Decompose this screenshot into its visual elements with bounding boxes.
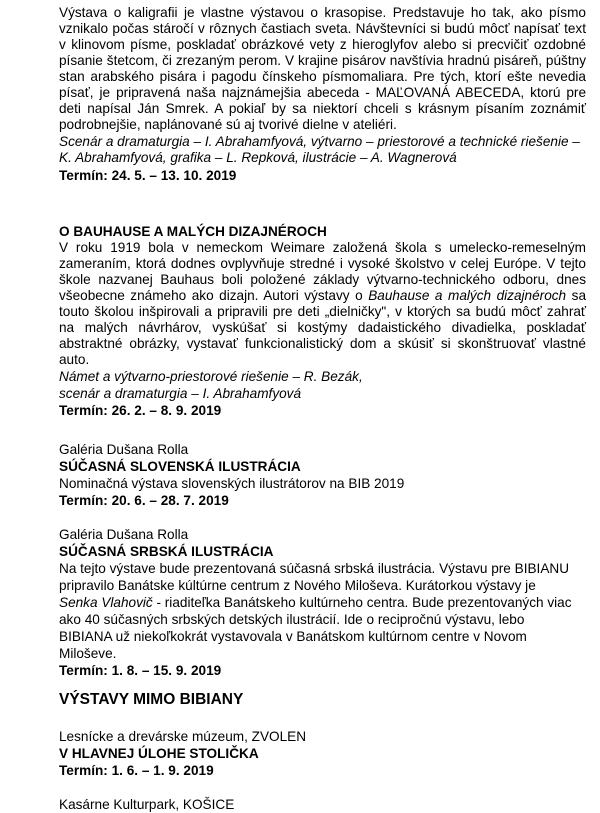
outside-heading: VÝSTAVY MIMO BIBIANY <box>59 691 244 708</box>
curator-role: - riaditeľka Banátskeho kultúrneho centra. Bude prezentovaných viac <box>152 595 572 610</box>
serbian-line: ako 40 súčasných srbských detských ilustrácií. Ide o recipročnú výstavu, lebo <box>59 612 525 627</box>
kosice-section <box>59 796 586 813</box>
slovak-venue: Galéria Dušana Rolla <box>59 442 189 457</box>
serbian-line: pripravilo Banátske kúltúrne centrum z Nového Miloševa. Kurátorkou výstavy je <box>59 578 536 593</box>
curator-name: Senka Vlahovič <box>59 595 153 610</box>
bauhaus-section <box>59 223 586 419</box>
serbian-section <box>59 526 586 679</box>
serbian-line: Na tejto výstave bude prezentovaná súčasná srbská ilustrácia. Výstavu pre BIBIANU <box>59 561 570 576</box>
bauhaus-credits-2: scenár a dramaturgia – I. Abrahamfyová <box>59 386 302 401</box>
calligraphy-description: Výstava o kaligrafii je vlastne výstavou o krasopise. Predstavuje ho tak, ako písmo vznikalo počas stáročí v rôznych častiach sveta. Návštevníci si budú môcť napísať text v klinovom písme, poskladať obrázkové vety z hieroglyfov alebo si precvičiť ozdobné písanie štetcom, či zrezaným perom. V krajine pisárov navštívia hradnú pisáreň, púštny stan arabského pisára i pagodu čínskeho písmomaliara. Pre tých, ktorí ešte nevedia písať, je pripravená naša najznámejšia abeceda - MAĽOVANÁ ABECEDA, ktorú pre deti napísal Ján Smrek. A pokiaľ by sa niektorí chceli s krásnym písaním zoznámiť podrobnejšie, naplánované sú aj tvorivé dielne v ateliéri. <box>59 5 586 132</box>
bauhaus-text-b: sa touto školou inšpirovali a pripravili pre deti „dielničky", v ktorých sa budú môcť zahrať na malých návrhárov, vyskúšať si kostýmy dadaistického divadielka, poskladať abstraktné obrázky, vystavať funkcionalistický dom a skúsiť si skonštruovať vlastné auto. <box>59 288 587 367</box>
bauhaus-credits-1: Námet a výtvarno-priestorové riešenie – R. Bezák, <box>59 369 363 384</box>
slovak-title: SÚČASNÁ SLOVENSKÁ ILUSTRÁCIA <box>59 459 301 474</box>
bauhaus-text-a: V roku 1919 bola v nemeckom Weimare založená škola s umelecko-remeselným zameraním, ktorá dodnes ovplyvňuje stredné i vysoké školstvo v celej Európe. V tejto škole nazvanej Bauhaus boli položené základy výtvarno-technického odboru, dnes všeobecne známeho ako dizajn. Autori výstavy o <box>59 240 586 303</box>
outside-heading-block <box>59 691 586 708</box>
calligraphy-credits: Scenár a dramaturgia – I. Abrahamfyová, výtvarno – priestorové a technické riešenie – K. Abrahamfyová, grafika – L. Repková, ilustrácie – A. Wagnerová <box>59 134 580 165</box>
bauhaus-text-em: Bauhause a malých dizajnéroch <box>368 288 567 303</box>
bauhaus-description <box>59 240 586 368</box>
zvolen-venue: Lesnícke a drevárske múzeum, ZVOLEN <box>59 729 307 744</box>
kosice-venue: Kasárne Kulturpark, KOŠICE <box>59 797 235 812</box>
serbian-line: Miloševe. <box>59 646 117 661</box>
serbian-line <box>59 594 586 611</box>
calligraphy-section <box>59 5 586 184</box>
serbian-line: BIBIANA už niekoľkokrát vystavovala v Banátskom kultúrnom centre v Novom <box>59 629 527 644</box>
slovak-description: Nominačná výstava slovenských ilustrátorov na BIB 2019 <box>59 476 405 491</box>
slovak-term: Termín: 20. 6. – 28. 7. 2019 <box>59 493 229 508</box>
serbian-term: Termín: 1. 8. – 15. 9. 2019 <box>59 663 222 678</box>
serbian-title: SÚČASNÁ SRBSKÁ ILUSTRÁCIA <box>59 544 274 559</box>
outside-section <box>59 728 586 779</box>
zvolen-term: Termín: 1. 6. – 1. 9. 2019 <box>59 763 214 778</box>
calligraphy-term: Termín: 24. 5. – 13. 10. 2019 <box>59 168 237 183</box>
serbian-venue: Galéria Dušana Rolla <box>59 527 189 542</box>
zvolen-title: V HLAVNEJ ÚLOHE STOLIČKA <box>59 746 259 761</box>
bauhaus-title: O BAUHAUSE A MALÝCH DIZAJNÉROCH <box>59 224 327 239</box>
slovak-section <box>59 441 586 509</box>
bauhaus-term: Termín: 26. 2. – 8. 9. 2019 <box>59 403 222 418</box>
